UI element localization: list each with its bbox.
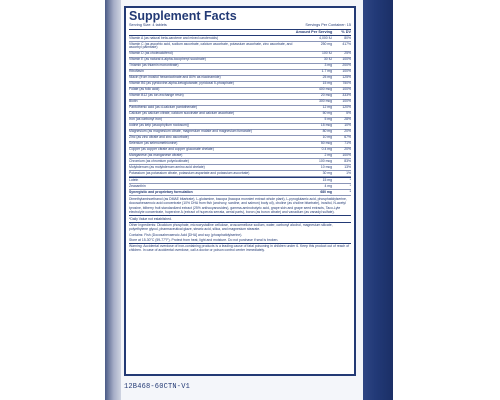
nutrient-name: Vitamin A (as natural beta-carotene and mixed carotenoids) <box>129 35 219 40</box>
nutrient-amount: 10 mg <box>322 135 332 140</box>
blend-dv: * <box>349 190 351 194</box>
nutrient-name: Vitamin B6 (as pyridoxine-alpha-ketoglutarate, pyridoxal 5-phosphate) <box>129 81 234 86</box>
nutrient-dv: 80% <box>344 35 351 40</box>
nutrient-amount: 15 mg <box>322 178 332 183</box>
nutrient-amount: 1.7 mg <box>321 69 332 74</box>
nutrient-amount: 80 mg <box>322 129 332 134</box>
nutrient-name: Thiamin (as thiamin mononitrate) <box>129 63 179 68</box>
lot-code: 12B468-60CTN-V1 <box>124 383 191 391</box>
nutrient-dv: 100% <box>342 153 351 158</box>
nutrient-dv: 13% <box>344 165 351 170</box>
warning-statement: Warning: Accidental overdose of iron-containing products is a leading cause of fatal poisoning in children under 6. Keep this product out of reach of children. In case of accidental overdose, call a doctor or poison control center immediately. <box>129 243 350 252</box>
nutrient-dv: 333% <box>342 93 351 98</box>
nutrient-dv: 100% <box>342 87 351 92</box>
nutrient-dv: 120% <box>342 105 351 110</box>
nutrient-amount: 20 mcg <box>320 93 332 98</box>
nutrient-amount: 25 mg <box>322 75 332 80</box>
nutrient-amount: 100 IU <box>322 51 332 56</box>
nutrient-dv: 10% <box>344 123 351 128</box>
other-ingredients: Other Ingredients: Dicalcium phosphate, microcrystalline cellulose, croscarmellose sodium, water, carbonyl alcohol, magnesium silicate, polyethylene glycol, pharmaceutical glaze, stearic acid, silica, and magnesium stearate. <box>129 222 351 232</box>
nutrient-name: Niacin (from inositol hexanicotinate and 80% as niacinamide) <box>129 75 221 80</box>
nutrient-name: Manganese (as manganese citrate) <box>129 153 183 158</box>
nutrient-dv: 25% <box>344 51 351 56</box>
nutrient-amount: 50 mcg <box>320 141 332 146</box>
nutrient-name: Zeaxanthin <box>129 184 146 189</box>
nutrient-amount: 30 IU <box>323 57 332 62</box>
nutrient-name: Vitamin C (as ascorbic acid, sodium ascorbate, calcium ascorbate, potassium ascorbate, zinc ascorbate, and ascorbyl palmitate) <box>129 41 293 50</box>
nutrient-dv: 100% <box>342 99 351 104</box>
nutrient-row <box>129 42 351 52</box>
nutrient-name: Riboflavin <box>129 69 144 74</box>
nutrient-amount: 15 mg <box>322 81 332 86</box>
nutrient-amount: 10 mcg <box>320 165 332 170</box>
nutrient-dv: 1% <box>346 171 351 176</box>
storage-statement: Store at 15-30°C (59-77°F). Protect from heat, light and moisture. Do not purchase if seal is broken. <box>129 237 279 242</box>
nutrient-name: Potassium (as potassium citrate, potassium aspartate and potassium ascorbate) <box>129 171 250 176</box>
extras-table <box>129 178 351 190</box>
nutrient-dv: 125% <box>342 75 351 80</box>
nutrient-amount: 30 mg <box>322 171 332 176</box>
nutrient-dv: 83% <box>344 159 351 164</box>
nutrient-amount: 50 mg <box>322 111 332 116</box>
serving-info <box>129 23 351 30</box>
nutrient-dv: * <box>349 178 351 183</box>
nutrient-table <box>129 36 351 177</box>
nutrient-amount: 12 mg <box>322 105 332 110</box>
dv-note: *Daily Value not established. <box>129 215 351 221</box>
nutrient-amount: 250 mg <box>320 41 332 46</box>
nutrient-amount: 300 mcg <box>318 99 332 104</box>
nutrient-name: Calcium (as calcium citrate, calcium succinate and calcium ascorbate) <box>129 111 235 116</box>
nutrient-dv: 100% <box>342 69 351 74</box>
nutrient-name: Iodine (as kelp (ascophyllum nodosum)) <box>129 123 190 128</box>
nutrient-name: Chromium (as chromium polynicotinate) <box>129 159 189 164</box>
nutrient-amount: 4,000 IU <box>319 35 332 40</box>
nutrient-name: Iron (as carbonyl iron) <box>129 117 162 122</box>
nutrient-amount: 15 mcg <box>320 123 332 128</box>
nutrient-dv: 28% <box>344 117 351 122</box>
nutrient-dv: 20% <box>344 147 351 152</box>
contains-statement: Contains: Fish (Docosahexaenoic Acid [DHA] and soy (phosphatidylserine). <box>129 232 243 237</box>
nutrient-amount: 0.4 mg <box>321 147 332 152</box>
blend-amount: 680 mg <box>320 190 332 194</box>
nutrient-dv: 71% <box>344 141 351 146</box>
nutrient-dv: 200% <box>342 63 351 68</box>
nutrient-amount: 2 mg <box>324 153 332 158</box>
servings-per-container: Servings Per Container: 15 <box>305 23 351 27</box>
nutrient-name: Folate (as folic acid) <box>129 87 160 92</box>
nutrient-dv: * <box>349 184 351 189</box>
supplement-facts-label <box>124 6 356 376</box>
dv-header: % DV <box>341 30 351 34</box>
nutrient-dv: 417% <box>342 41 351 46</box>
blend-description: Dimethylaminoethanol (as DMAE bitartrate), L-glutamine, bacopa (bacopa monnieri extract whole plant), L-pyroglutamic acid, phosphatidylserine, docosahexaenoic acid concentrate (10% DHA from fish (anchovy, sardine, and salmon) body oil), choline (as choline bitartrate), inositol, N-acetyl tyrosine, bilberry fruit standardized extract (25% anthocyanosides), gamma-aminobutyric acid, grape skin and grape seed extracts, Taco-Lyte electrolyte concentrate, huperzine A (extract of huperzia serrata, aerial parts), boron (as boron citrate) and vanadium (as vanadyl sulfate). <box>129 197 347 214</box>
amount-header: Amount Per Serving <box>295 30 333 34</box>
nutrient-name: Vitamin E (as natural d-alpha-tocopheryl succinate) <box>129 57 206 62</box>
nutrient-name: Biotin <box>129 99 138 104</box>
nutrient-name: Vitamin D (as cholecalciferol) <box>129 51 173 56</box>
blend-name: Synergistic and proprietary formulation <box>129 190 193 194</box>
serving-size: Serving Size: 4 tablets <box>129 23 167 27</box>
nutrient-dv: 5% <box>346 111 351 116</box>
nutrient-dv: 100% <box>342 57 351 62</box>
nutrient-name: Lutein <box>129 178 139 183</box>
nutrient-dv: 67% <box>344 135 351 140</box>
nutrient-name: Selenium (as selenomethionine) <box>129 141 178 146</box>
nutrient-name: Magnesium (as magnesium citrate, magnesium malate and magnesium fumarate) <box>129 129 252 134</box>
nutrient-amount: 3 mg <box>324 63 332 68</box>
nutrient-name: Molybdenum (as molybdenum amino acid chelate) <box>129 165 205 170</box>
blend-row <box>129 190 351 196</box>
nutrient-name: Vitamin B12 (as ion-exchange resin) <box>129 93 184 98</box>
box-left-edge <box>105 0 121 400</box>
nutrient-amount: 5 mg <box>324 117 332 122</box>
nutrient-name: Zinc (as zinc citrate and zinc ascorbate) <box>129 135 189 140</box>
nutrient-dv: 20% <box>344 129 351 134</box>
nutrient-name: Copper (as copper citrate and copper gluconate chelate) <box>129 147 214 152</box>
nutrient-amount: 100 mcg <box>318 159 332 164</box>
nutrient-amount: 4 mg <box>324 184 332 189</box>
box-right-edge <box>363 0 393 400</box>
nutrient-dv: 750% <box>342 81 351 86</box>
nutrient-amount: 400 mcg <box>318 87 332 92</box>
label-title: Supplement Facts <box>129 9 237 23</box>
nutrient-name: Pantothenic acid (as d-calcium pantothenate) <box>129 105 198 110</box>
